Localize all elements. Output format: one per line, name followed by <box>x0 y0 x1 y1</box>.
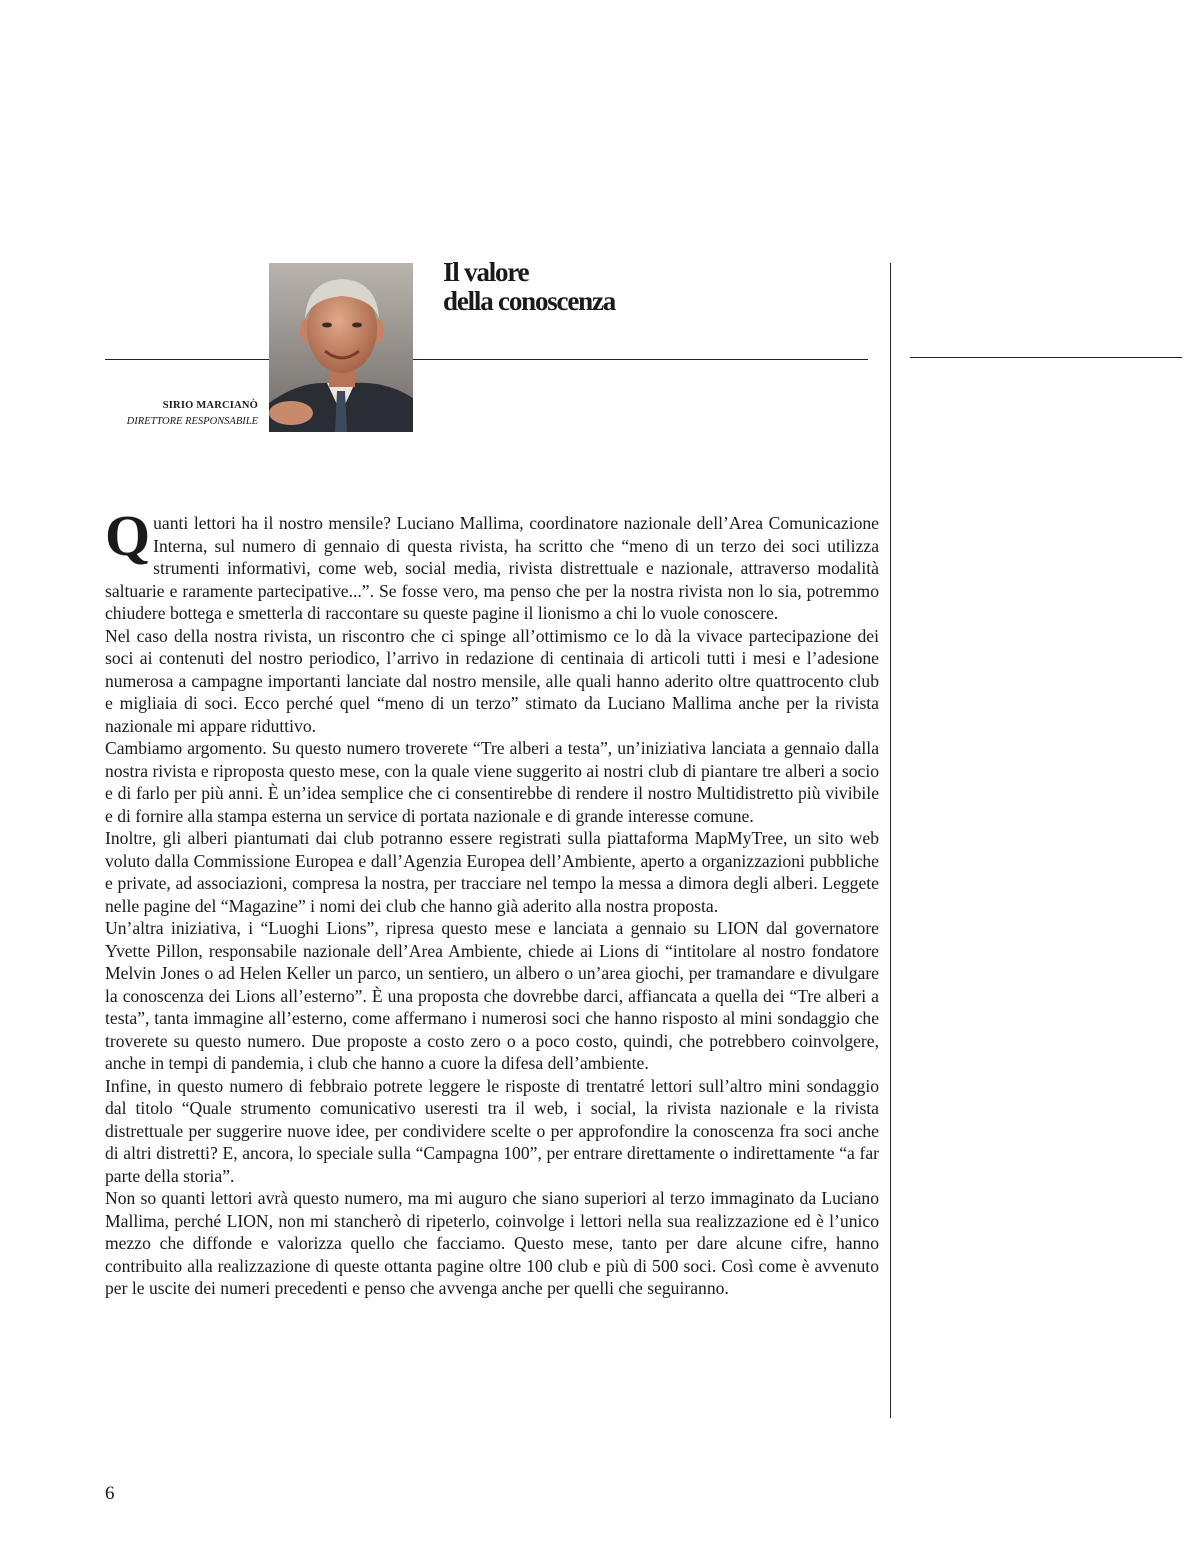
article-paragraph: Non so quanti lettori avrà questo numero, ma mi auguro che siano superiori al terzo immaginato da Luciano Mallima, perché LION, non mi stancherò di ripeterlo, coinvolge i lettori nella sua realizzazione ed è l’unico mezzo che diffonde e valorizza quello che facciamo. Questo mese, tanto per dare alcune cifre, hanno contribuito alla realizzazione di queste ottanta pagine oltre 100 club e più di 500 soci. Così come è avvenuto per le uscite dei numeri precedenti e penso che avvenga anche per quelli che seguiranno. <box>105 1188 879 1298</box>
author-name: SIRIO MARCIANÒ <box>162 400 258 411</box>
article-paragraph <box>105 503 879 625</box>
article-body <box>105 503 879 1300</box>
page-title <box>443 258 615 316</box>
author-photo <box>269 263 413 432</box>
article-paragraph: Infine, in questo numero di febbraio potrete leggere le risposte di trentatré lettori sull’altro mini sondaggio dal titolo “Quale strumento comunicativo useresti tra il web, i social, la rivista nazionale e la rivista distrettuale per suggerire nuove idee, per condividere scelte o per approfondire la conoscenza fra soci anche di altri distretti? E, ancora, lo speciale sulla “Campagna 100”, per entrare direttamente o indirettamente “a far parte della storia”. <box>105 1075 879 1186</box>
header-rule-left <box>105 359 269 360</box>
article-paragraph: Nel caso della nostra rivista, un riscontro che ci spinge all’ottimismo ce lo dà la vivace partecipazione dei soci ai contenuti del nostro periodico, l’arrivo in redazione di centinaia di articoli tutti i mesi e l’adesione numerosa a campagne importanti lanciate dal nostro mensile, alle quali hanno aderito oltre quattrocento club e migliaia di soci. Ecco perché quel “meno di un terzo” stimato da Luciano Mallima anche per la rivista nazionale mi appare riduttivo. <box>105 625 879 736</box>
article-paragraph: Cambiamo argomento. Su questo numero troverete “Tre alberi a testa”, un’iniziativa lanciata a gennaio dalla nostra rivista e riproposta questo mese, con la quale viene suggerito ai nostri club di piantare tre alberi a socio e di farlo per più anni. È un’idea semplice che ci consentirebbe di rendere il nostro Multidistretto più vivibile e di fornire alla stampa esterna un service di portata nazionale e di grande interesse comune. <box>105 738 879 826</box>
column-divider <box>890 263 891 1418</box>
side-column-rule <box>910 357 1182 358</box>
drop-cap: Q <box>105 503 151 568</box>
article-paragraph: Un’altra iniziativa, i “Luoghi Lions”, ripresa questo mese e lanciata a gennaio su LION dal governatore Yvette Pillon, responsabile nazionale dell’Area Ambiente, chiede ai Lions di “intitolare al nostro fondatore Melvin Jones o ad Helen Keller un parco, un sentiero, un albero o un’area giochi, per tramandare e divulgare la conoscenza dei Lions all’esterno”. È una proposta che dovrebbe darci, affiancata a quella dei “Tre alberi a testa”, tanta immagine all’esterno, come affermano i numerosi soci che hanno risposto al mini sondaggio che troverete su questo numero. Due proposte a costo zero o a poco costo, quindi, che potrebbero coinvolgere, anche in tempi di pandemia, i club che hanno a cuore la difesa dell’ambiente. <box>105 918 879 1073</box>
article-paragraph: Inoltre, gli alberi piantumati dai club potranno essere registrati sulla piattaforma MapMyTree, un sito web voluto dalla Commissione Europea e dall’Agenzia Europea dell’Ambiente, aperto a organizzazioni pubbliche e private, ad associazioni, compresa la nostra, per tracciare nel tempo la messa a dimora degli alberi. Leggete nelle pagine del “Magazine” i nomi dei club che hanno già aderito alla nostra proposta. <box>105 828 879 916</box>
first-paragraph-text: uanti lettori ha il nostro mensile? Luciano Mallima, coordinatore nazionale dell’Area Comunicazione Interna, sul numero di gennaio di questa rivista, ha scritto che “meno di un terzo dei soci utilizza strumenti informativi, come web, social media, rivista distrettuale e nazionale, attraverso modalità saltuarie e raramente partecipative...”. Se fosse vero, ma penso che per la nostra rivista non lo sia, potremmo chiudere bottega e smetterla di raccontare su queste pagine il lionismo a chi lo vuole conoscere. <box>105 513 879 623</box>
title-line-1: Il valore <box>443 257 529 287</box>
header-rule-right <box>413 359 868 360</box>
author-byline <box>60 398 258 430</box>
title-line-2: della conoscenza <box>443 286 616 316</box>
page-number: 6 <box>105 1483 115 1504</box>
author-role: DIRETTORE RESPONSABILE <box>126 416 258 427</box>
